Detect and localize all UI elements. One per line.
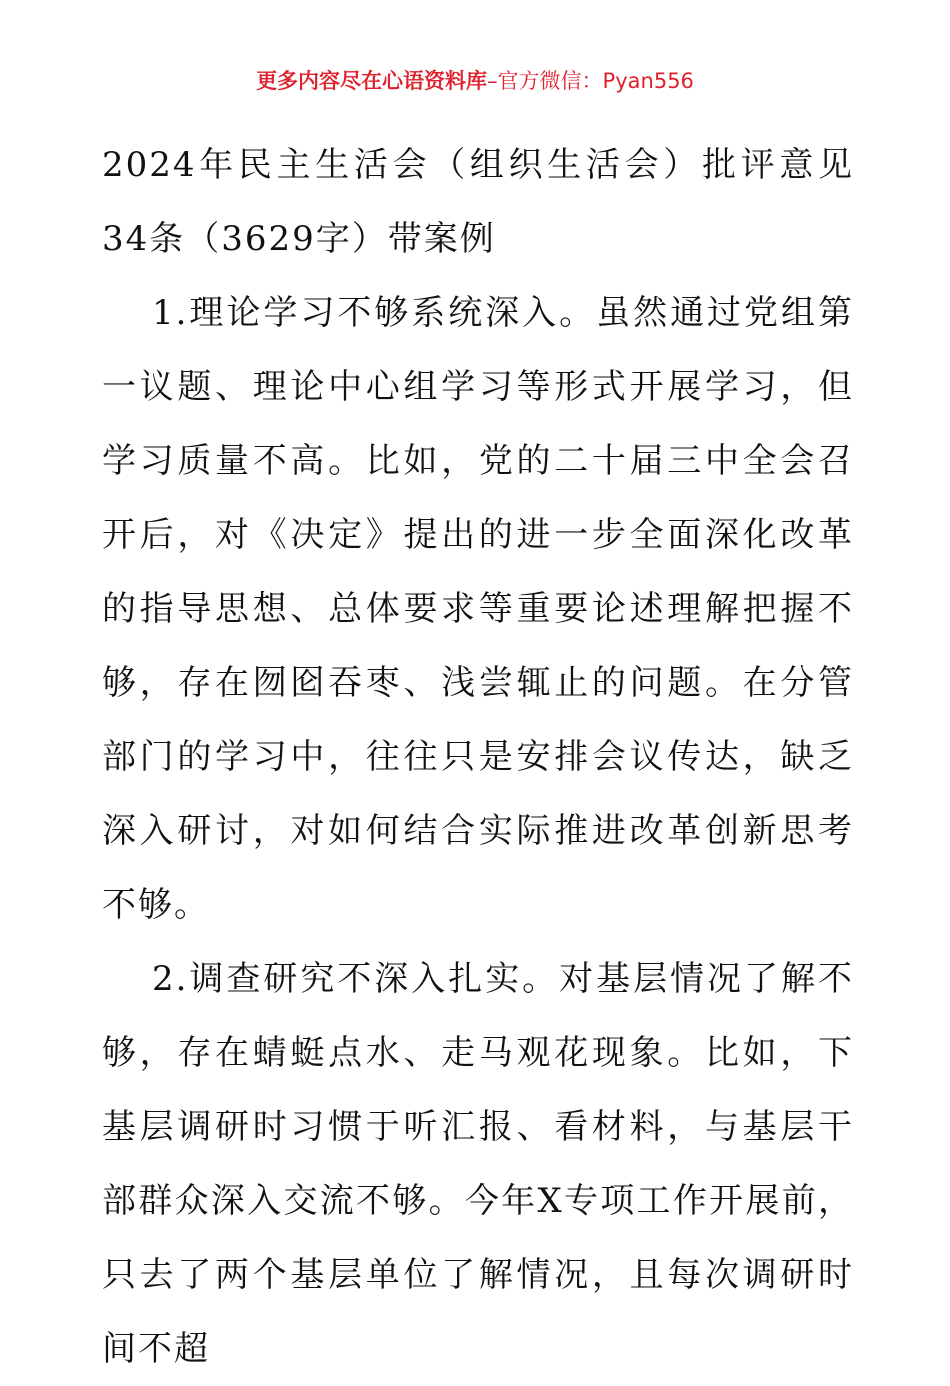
document-body <box>102 128 854 1386</box>
paragraph-1: 1.理论学习不够系统深入。虽然通过党组第一议题、理论中心组学习等形式开展学习，但学习质量不高。比如，党的二十届三中全会召开后，对《决定》提出的进一步全面深化改革的指导思想、总体要求等重要论述理解把握不够，存在囫囵吞枣、浅尝辄止的问题。在分管部门的学习中，往往只是安排会议传达，缺乏深入研讨，对如何结合实际推进改革创新思考不够。 <box>102 293 854 925</box>
banner-main-text: 更多内容尽在心语资料库 <box>256 68 488 93</box>
promo-banner <box>0 64 950 98</box>
banner-wechat-text: –官方微信：Pyan556 <box>487 69 694 93</box>
document-title: 2024年民主生活会（组织生活会）批评意见34条（3629字）带案例 <box>102 145 854 259</box>
paragraph-2: 2.调查研究不深入扎实。对基层情况了解不够，存在蜻蜓点水、走马观花现象。比如，下基层调研时习惯于听汇报、看材料，与基层干部群众深入交流不够。今年X专项工作开展前，只去了两个基层单位了解情况，且每次调研时间不超 <box>102 959 854 1369</box>
